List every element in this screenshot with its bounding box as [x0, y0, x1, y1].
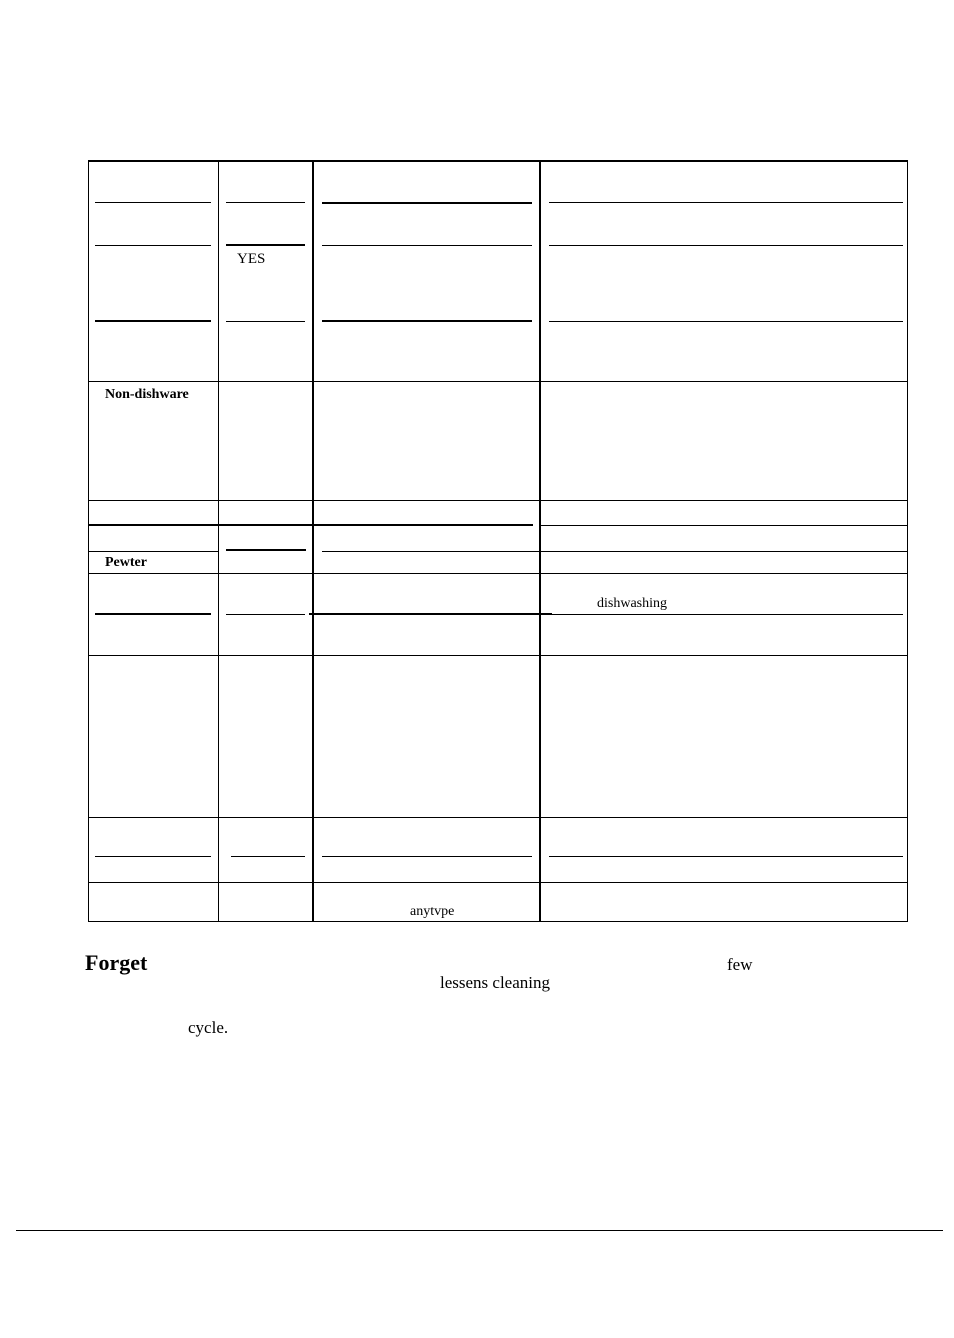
dishwashing-cell: dishwashing — [597, 596, 667, 611]
row-line — [322, 202, 532, 204]
row-line — [226, 244, 305, 246]
row-line — [88, 817, 907, 818]
row-line — [95, 245, 211, 246]
row-line — [226, 614, 305, 615]
table-bottom-border — [88, 921, 908, 922]
lessens-cleaning-text: lessens cleaning — [440, 973, 550, 992]
row-line — [539, 525, 907, 526]
row-line — [88, 573, 907, 574]
row-line — [95, 856, 211, 857]
row-line — [226, 549, 306, 551]
yes-cell: YES — [237, 251, 266, 267]
row-line — [322, 856, 532, 857]
pewter-cell: Pewter — [105, 555, 147, 570]
anytype-cell: anytvpe — [410, 904, 455, 919]
row-line — [322, 320, 532, 322]
row-line — [322, 551, 907, 552]
row-line — [309, 613, 552, 615]
table-right-border — [907, 160, 908, 922]
row-line — [88, 655, 907, 656]
row-line — [549, 856, 903, 857]
table-left-border — [88, 160, 89, 922]
row-line — [88, 500, 907, 501]
footer-rule — [16, 1230, 943, 1231]
row-line — [549, 614, 903, 615]
row-line — [549, 245, 903, 246]
row-line — [88, 882, 907, 883]
row-line — [226, 202, 305, 203]
non-dishware-cell: Non-dishware — [105, 387, 189, 402]
column-divider-3 — [539, 160, 541, 922]
row-line — [549, 202, 903, 203]
table-top-border — [88, 160, 908, 162]
column-divider-2 — [312, 160, 314, 922]
row-line — [88, 524, 533, 526]
row-line — [88, 381, 907, 382]
row-line — [95, 613, 211, 615]
row-line — [95, 202, 211, 203]
forget-word: Forget — [85, 950, 148, 975]
cycle-word: cycle. — [188, 1018, 229, 1037]
row-line — [88, 551, 218, 552]
column-divider-1 — [218, 160, 219, 922]
row-line — [322, 245, 532, 246]
row-line — [231, 856, 305, 857]
row-line — [95, 320, 211, 322]
row-line — [226, 321, 305, 322]
row-line — [549, 321, 903, 322]
few-word: few — [727, 955, 753, 974]
